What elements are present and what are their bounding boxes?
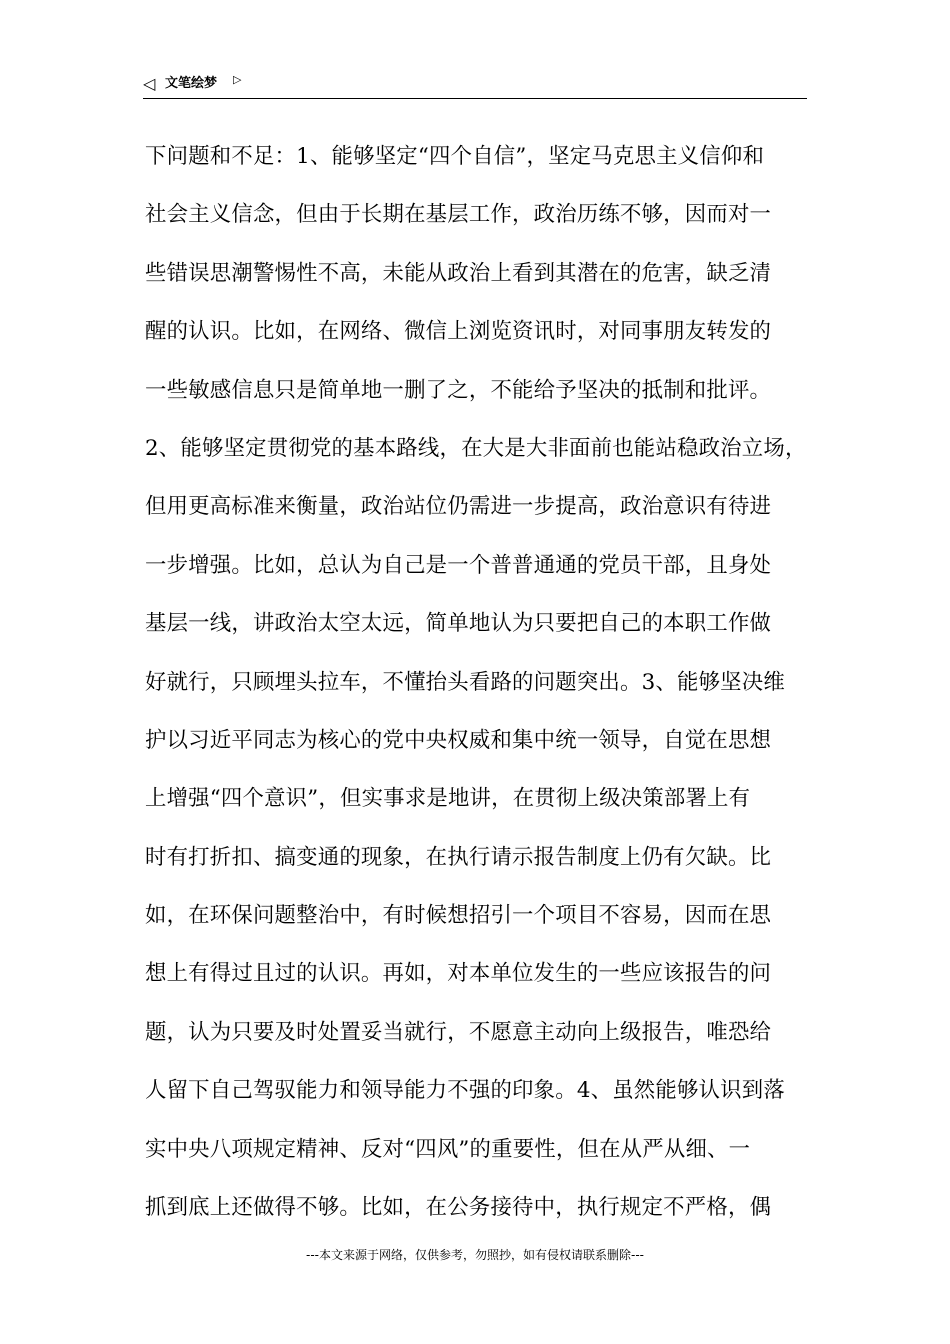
text-line: 人留下自己驾驭能力和领导能力不强的印象。4、虽然能够认识到落 [145, 1078, 785, 1104]
text-line: 一步增强。比如，总认为自己是一个普普通通的党员干部，且身处 [145, 552, 772, 578]
text-line: 护以习近平同志为核心的党中央权威和集中统一领导，自觉在思想 [145, 727, 772, 753]
text-line: 想上有得过且过的认识。再如，对本单位发生的一些应该报告的问 [145, 961, 772, 987]
text-line: 一些敏感信息只是简单地一删了之，不能给予坚决的抵制和批评。 [145, 377, 772, 403]
text-line: 好就行，只顾埋头拉车，不懂抬头看路的问题突出。3、能够坚决维 [145, 669, 785, 695]
text-line: 社会主义信念，但由于长期在基层工作，政治历练不够，因而对一 [145, 202, 772, 228]
text-line: 题，认为只要及时处置妥当就行，不愿意主动向上级报告，唯恐给 [145, 1019, 772, 1045]
text-line: 但用更高标准来衡量，政治站位仍需进一步提高，政治意识有待进 [145, 494, 772, 520]
body-text [145, 128, 805, 1237]
text-line: 上增强“四个意识”，但实事求是地讲，在贯彻上级决策部署上有 [145, 786, 751, 812]
text-line: 如，在环保问题整治中，有时候想招引一个项目不容易，因而在思 [145, 903, 772, 929]
page-header [143, 72, 807, 99]
text-line: 些错误思潮警惕性不高，未能从政治上看到其潜在的危害，缺乏清 [145, 260, 772, 286]
text-line: 实中央八项规定精神、反对“四风”的重要性，但在从严从细、一 [145, 1136, 751, 1162]
text-line: 时有打折扣、搞变通的现象，在执行请示报告制度上仍有欠缺。比 [145, 844, 772, 870]
text-line: 下问题和不足：1、能够坚定“四个自信”，坚定马克思主义信仰和 [145, 144, 765, 169]
left-triangle-icon: ◁ [143, 74, 156, 93]
text-line: 醒的认识。比如，在网络、微信上浏览资讯时，对同事朋友转发的 [145, 319, 772, 345]
header-title: 文笔绘梦 [165, 76, 218, 91]
right-triangle-icon: ▷ [233, 73, 242, 86]
text-line: 2、能够坚定贯彻党的基本路线，在大是大非面前也能站稳政治立场， [145, 435, 807, 461]
text-line: 抓到底上还做得不够。比如，在公务接待中，执行规定不严格，偶 [145, 1195, 772, 1221]
text-line: 基层一线，讲政治太空太远，简单地认为只要把自己的本职工作做 [145, 611, 772, 637]
footer-disclaimer: ---本文来源于网络，仅供参考，勿照抄，如有侵权请联系删除--- [306, 1248, 644, 1262]
